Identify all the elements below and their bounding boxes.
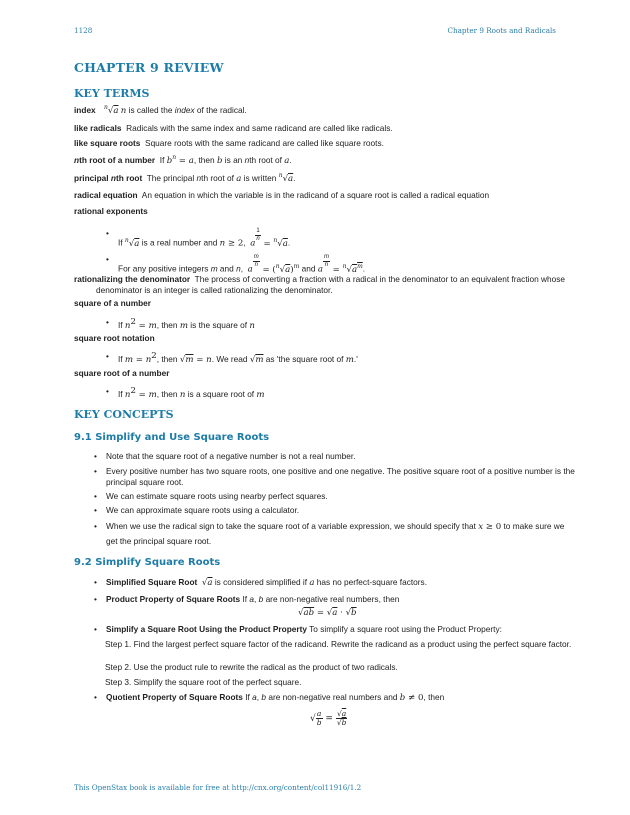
math-expression: $^n$√a (103, 104, 119, 116)
term-square-root-notation: square root notation (74, 333, 155, 343)
step-3: Step 3. Simplify the square root of the perfect square. (105, 677, 302, 687)
footer-note: This OpenStax book is available for free at http://cnx.org/content/col11916/1.2 (74, 783, 362, 792)
key-terms-heading: KEY TERMS (74, 87, 150, 100)
rational-exponents-bullet-2: • For any positive integers m and n, a $\frac{m}{n}$ = $(^n√a)^m$ and a $\frac{m}{n}$ = $^n√a^m$. (106, 254, 578, 276)
simplified-square-root-bullet: • Simplified Square Root √a is considered simplified if a has no perfect-square factors. (94, 577, 576, 589)
term-nth-root: nth root of a number If $b^n = a$, then b is an nth root of a. (74, 154, 292, 166)
simplify-using-product-bullet: • Simplify a Square Root Using the Product Property To simplify a square root using the Product Property: (94, 624, 576, 635)
concept-9-1-bullet-4: • We can approximate square roots using a calculator. (94, 505, 576, 516)
page-number: 1128 (74, 26, 93, 35)
term-label: index (74, 105, 96, 115)
step-2: Step 2. Use the product rule to rewrite the radical as the product of two radicals. (105, 662, 398, 672)
chapter-title: CHAPTER 9 REVIEW (74, 60, 224, 75)
term-radical-equation: radical equation An equation in which the variable is in the radicand of a square root is called a radical equation (74, 190, 490, 200)
term-principal-nth-root: principal nth root The principal nth root of a is written $^n$√a. (74, 172, 296, 184)
section-9-1-heading: 9.1 Simplify and Use Square Roots (74, 432, 270, 443)
concept-9-1-bullet-2: • Every positive number has two square roots, one positive and one negative. The positive square root of a positive number is the principal square root. (94, 466, 576, 488)
rational-exponents-bullet-1: • If $^n$√a is a real number and n ≥ 2, a $\frac{1}{n}$ = $^n$√a. (106, 228, 578, 250)
quotient-property-bullet: • Quotient Property of Square Roots If a, b are non-negative real numbers and b ≠ 0, then (94, 692, 576, 704)
product-property-bullet: • Product Property of Square Roots If a, b are non-negative real numbers, then (94, 594, 576, 605)
concept-9-1-bullet-5: • When we use the radical sign to take the square root of a variable expression, we should specify that x ≥ 0 to make sure we get the principal square root. (94, 520, 576, 548)
term-rationalizing-denominator: rationalizing the denominator The process of converting a fraction with a radical in the denominator to an equivalent fraction whose denominator is an integer is called rationalizing the denominator. (74, 274, 565, 295)
square-root-of-number-bullet: • If $n^2 = m$, then n is a square root of m (106, 386, 578, 401)
section-9-2-heading: 9.2 Simplify Square Roots (74, 557, 221, 568)
running-header: Chapter 9 Roots and Radicals (447, 26, 556, 35)
concept-9-1-bullet-3: • We can estimate square roots using nearby perfect squares. (94, 491, 576, 502)
term-rational-exponents: rational exponents (74, 206, 148, 216)
key-concepts-heading: KEY CONCEPTS (74, 408, 174, 421)
square-root-notation-bullet: • If $m = n^2$, then √m = n. We read √m as 'the square root of m.' (106, 351, 578, 366)
term-index: index $^n$√a n is called the index of the radical. (74, 104, 247, 116)
square-of-number-bullet: • If $n^2 = m$, then m is the square of n (106, 317, 578, 332)
term-like-radicals: like radicals Radicals with the same index and same radicand are called like radicals. (74, 123, 393, 133)
concept-9-1-bullet-1: • Note that the square root of a negative number is not a real number. (94, 451, 576, 462)
product-property-formula: √ab = √a · √b (298, 608, 357, 618)
quotient-property-formula: √ $\frac{a}{b}$ = $\frac{√a}{√b}$ (310, 709, 347, 727)
term-square-root-of-number: square root of a number (74, 368, 170, 378)
term-square-of-number: square of a number (74, 298, 151, 308)
term-like-square-roots: like square roots Square roots with the same radicand are called like square roots. (74, 138, 384, 148)
step-1: Step 1. Find the largest perfect square factor of the radicand. Rewrite the radicand as a product using the perfect square factor. (105, 639, 572, 649)
